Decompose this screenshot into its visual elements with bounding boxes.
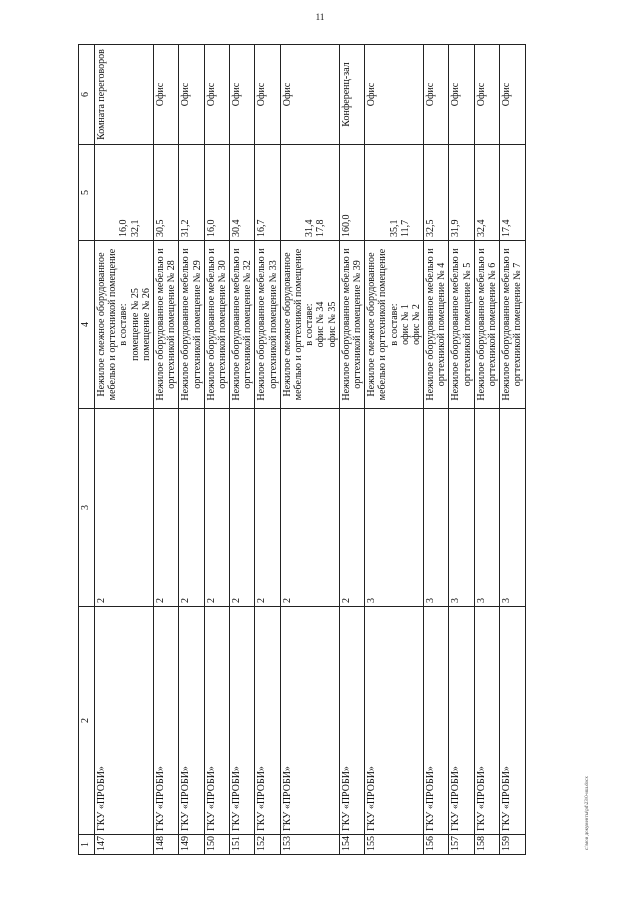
area-value: 16,0 — [205, 219, 217, 237]
organization-name: ГКУ «ПРОБИ» — [179, 607, 204, 835]
area-value: 31,4 — [304, 219, 316, 237]
description-line: Нежилое оборудованное мебелью и оргтехникой помещение № 33 — [256, 248, 279, 401]
premises-area — [339, 145, 364, 241]
premises-area — [474, 145, 499, 241]
description-line: в составе: — [118, 303, 130, 346]
floor-number: 3 — [500, 409, 525, 607]
footer-file-path: c:\мои документы\pd\23\0-иш.docx — [585, 776, 590, 850]
premises-usage: Комната переговоров — [95, 45, 154, 145]
premises-description — [255, 241, 280, 409]
premises-usage: Офис — [424, 45, 449, 145]
area-value — [107, 148, 118, 237]
organization-name: ГКУ «ПРОБИ» — [230, 607, 255, 835]
row-number: 152 — [255, 835, 280, 855]
table-row — [474, 45, 499, 855]
organization-name: ГКУ «ПРОБИ» — [95, 607, 154, 835]
row-number: 148 — [153, 835, 178, 855]
table-row — [230, 45, 255, 855]
floor-number: 3 — [365, 409, 424, 607]
row-number: 153 — [280, 835, 339, 855]
table-body — [95, 45, 526, 855]
row-number: 150 — [204, 835, 229, 855]
table-row — [255, 45, 280, 855]
floor-number: 2 — [230, 409, 255, 607]
organization-name: ГКУ «ПРОБИ» — [255, 607, 280, 835]
table-row — [153, 45, 178, 855]
table-row — [280, 45, 339, 855]
row-number: 154 — [339, 835, 364, 855]
header-col-5: 5 — [79, 145, 95, 241]
table-row — [424, 45, 449, 855]
table-row — [449, 45, 474, 855]
premises-usage: Офис — [449, 45, 474, 145]
header-col-3: 3 — [79, 409, 95, 607]
description-line: Нежилое оборудованное мебелью и оргтехникой помещение № 32 — [231, 248, 254, 401]
premises-description — [449, 241, 474, 409]
area-value — [366, 148, 377, 237]
premises-usage: Офис — [204, 45, 229, 145]
row-number: 155 — [365, 835, 424, 855]
premises-usage: Офис — [179, 45, 204, 145]
table-row — [95, 45, 154, 855]
area-value: 16,0 — [118, 219, 130, 237]
area-value: 11,7 — [399, 219, 411, 237]
row-number: 151 — [230, 835, 255, 855]
floor-number: 2 — [179, 409, 204, 607]
premises-description — [500, 241, 525, 409]
header-col-4: 4 — [79, 241, 95, 409]
area-value: 32,5 — [425, 219, 437, 237]
organization-name: ГКУ «ПРОБИ» — [204, 607, 229, 835]
premises-description — [474, 241, 499, 409]
area-value — [96, 148, 107, 237]
organization-name: ГКУ «ПРОБИ» — [153, 607, 178, 835]
premises-description — [204, 241, 229, 409]
header-row — [79, 45, 95, 855]
premises-usage: Конференц-зал — [339, 45, 364, 145]
premises-area — [230, 145, 255, 241]
row-number: 156 — [424, 835, 449, 855]
description-line: Нежилое оборудованное мебелью и оргтехникой помещение № 28 — [154, 248, 178, 401]
premises-description — [179, 241, 204, 409]
area-value: 16,7 — [256, 219, 268, 237]
area-value: 31,9 — [450, 219, 462, 237]
organization-name: ГКУ «ПРОБИ» — [424, 607, 449, 835]
premises-description — [230, 241, 255, 409]
description-line: в составе: — [388, 303, 400, 346]
premises-table-container — [78, 45, 573, 855]
description-line: офис № 34 — [315, 301, 327, 348]
description-line: Нежилое смежное оборудованное мебелью и оргтехникой помещение — [96, 248, 119, 401]
premises-area — [204, 145, 229, 241]
table-row — [179, 45, 204, 855]
premises-area — [449, 145, 474, 241]
area-value: 17,4 — [501, 219, 513, 237]
premises-area — [365, 145, 424, 241]
description-line: в составе: — [304, 303, 316, 346]
premises-area — [424, 145, 449, 241]
area-value: 32,1 — [129, 219, 141, 237]
area-value: 35,1 — [388, 219, 400, 237]
premises-usage: Офис — [474, 45, 499, 145]
table-row — [204, 45, 229, 855]
floor-number: 2 — [339, 409, 364, 607]
premises-usage: Офис — [255, 45, 280, 145]
premises-description — [280, 241, 339, 409]
description-line: офис № 35 — [326, 301, 338, 348]
area-value: 30,5 — [154, 219, 166, 237]
premises-description — [339, 241, 364, 409]
premises-area — [153, 145, 178, 241]
table-row — [500, 45, 525, 855]
description-line: Нежилое оборудованное мебелью и оргтехникой помещение № 29 — [180, 248, 203, 401]
description-line: Нежилое смежное оборудованное мебелью и оргтехникой помещение — [281, 248, 304, 401]
organization-name: ГКУ «ПРОБИ» — [280, 607, 339, 835]
description-line: Нежилое смежное оборудованное мебелью и оргтехникой помещение — [366, 248, 389, 401]
row-number: 158 — [474, 835, 499, 855]
page-number: 11 — [315, 12, 325, 22]
floor-number: 2 — [95, 409, 154, 607]
row-number: 157 — [449, 835, 474, 855]
floor-number: 2 — [280, 409, 339, 607]
area-value: 30,4 — [231, 219, 243, 237]
premises-usage: Офис — [230, 45, 255, 145]
table-row — [365, 45, 424, 855]
premises-area — [95, 145, 154, 241]
premises-usage: Офис — [280, 45, 339, 145]
floor-number: 3 — [424, 409, 449, 607]
header-col-6: 6 — [79, 45, 95, 145]
description-line: Нежилое оборудованное мебелью и оргтехникой помещение № 5 — [450, 248, 473, 401]
premises-usage: Офис — [153, 45, 178, 145]
row-number: 149 — [179, 835, 204, 855]
description-line: Нежилое оборудованное мебелью и оргтехникой помещение № 39 — [340, 248, 363, 401]
area-value: 32,4 — [475, 219, 487, 237]
floor-number: 2 — [204, 409, 229, 607]
area-value: 31,2 — [180, 219, 192, 237]
description-line: помещение № 25 — [129, 288, 141, 361]
description-line: офис № 2 — [410, 304, 422, 345]
premises-table — [78, 44, 526, 855]
premises-description — [365, 241, 424, 409]
organization-name: ГКУ «ПРОБИ» — [449, 607, 474, 835]
premises-area — [500, 145, 525, 241]
organization-name: ГКУ «ПРОБИ» — [339, 607, 364, 835]
area-value: 160,0 — [340, 214, 352, 237]
premises-description — [424, 241, 449, 409]
premises-description — [95, 241, 154, 409]
premises-area — [179, 145, 204, 241]
header-col-1: 1 — [79, 835, 95, 855]
premises-usage: Офис — [500, 45, 525, 145]
floor-number: 2 — [255, 409, 280, 607]
description-line: Нежилое оборудованное мебелью и оргтехникой помещение № 7 — [501, 248, 524, 401]
premises-description — [153, 241, 178, 409]
premises-area — [255, 145, 280, 241]
premises-area — [280, 145, 339, 241]
description-line: Нежилое оборудованное мебелью и оргтехникой помещение № 6 — [475, 248, 498, 401]
floor-number: 2 — [153, 409, 178, 607]
row-number: 159 — [500, 835, 525, 855]
area-value — [293, 148, 304, 237]
floor-number: 3 — [474, 409, 499, 607]
organization-name: ГКУ «ПРОБИ» — [500, 607, 525, 835]
floor-number: 3 — [449, 409, 474, 607]
description-line: Нежилое оборудованное мебелью и оргтехникой помещение № 4 — [425, 248, 448, 401]
description-line: Нежилое оборудованное мебелью и оргтехникой помещение № 30 — [205, 248, 228, 401]
area-value: 17,8 — [315, 219, 327, 237]
organization-name: ГКУ «ПРОБИ» — [474, 607, 499, 835]
table-row — [339, 45, 364, 855]
description-line: офис № 1 — [399, 304, 411, 345]
description-line: помещение № 26 — [140, 288, 152, 361]
premises-usage: Офис — [365, 45, 424, 145]
header-col-2: 2 — [79, 607, 95, 835]
area-value — [377, 148, 388, 237]
area-value — [282, 148, 293, 237]
row-number: 147 — [95, 835, 154, 855]
organization-name: ГКУ «ПРОБИ» — [365, 607, 424, 835]
